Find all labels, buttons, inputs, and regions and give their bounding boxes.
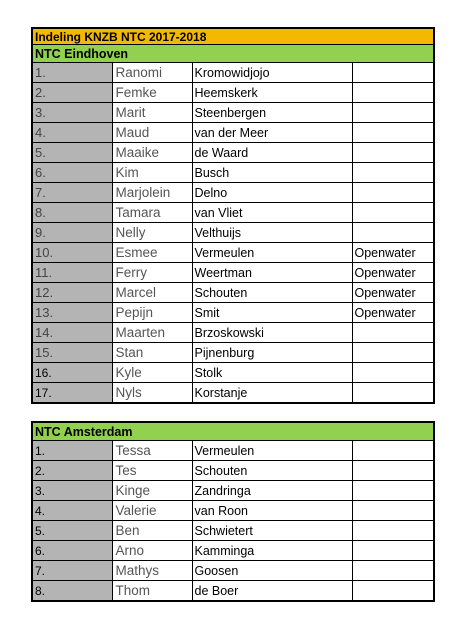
note-cell (352, 103, 434, 123)
last-name: Pijnenburg (192, 343, 352, 363)
last-name: Vermeulen (192, 243, 352, 263)
rank-number: 1. (32, 63, 112, 83)
first-name: Tessa (112, 441, 192, 461)
note-cell (352, 223, 434, 243)
note-cell (352, 63, 434, 83)
last-name: Kamminga (192, 541, 352, 561)
note-cell (352, 203, 434, 223)
ntc-amsterdam-table (31, 421, 435, 602)
rank-number: 14. (32, 323, 112, 343)
rank-number: 6. (32, 163, 112, 183)
note-cell (352, 383, 434, 404)
note-cell: Openwater (352, 243, 434, 263)
rank-number: 2. (32, 83, 112, 103)
rank-number: 7. (32, 561, 112, 581)
rank-number: 2. (32, 461, 112, 481)
rank-number: 8. (32, 581, 112, 602)
last-name: Goosen (192, 561, 352, 581)
first-name: Maud (112, 123, 192, 143)
first-name: Arno (112, 541, 192, 561)
first-name: Tamara (112, 203, 192, 223)
table-row (32, 123, 434, 143)
note-cell (352, 461, 434, 481)
first-name: Thom (112, 581, 192, 602)
table-row (32, 83, 434, 103)
section-header-row (32, 45, 434, 63)
last-name: Weertman (192, 263, 352, 283)
ntc-eindhoven-table (31, 27, 435, 404)
rank-number: 9. (32, 223, 112, 243)
note-cell: Openwater (352, 303, 434, 323)
first-name: Tes (112, 461, 192, 481)
rank-number: 1. (32, 441, 112, 461)
table-row (32, 263, 434, 283)
rank-number: 5. (32, 521, 112, 541)
last-name: Korstanje (192, 383, 352, 404)
table-row (32, 243, 434, 263)
rank-number: 15. (32, 343, 112, 363)
note-cell (352, 441, 434, 461)
table-row (32, 223, 434, 243)
first-name: Femke (112, 83, 192, 103)
table-row (32, 63, 434, 83)
note-cell (352, 183, 434, 203)
first-name: Marit (112, 103, 192, 123)
note-cell (352, 163, 434, 183)
first-name: Kinge (112, 481, 192, 501)
table-row (32, 203, 434, 223)
note-cell (352, 343, 434, 363)
first-name: Esmee (112, 243, 192, 263)
last-name: Schouten (192, 283, 352, 303)
first-name: Nelly (112, 223, 192, 243)
section-header-eindhoven: NTC Eindhoven (32, 45, 434, 63)
last-name: van der Meer (192, 123, 352, 143)
table-row (32, 163, 434, 183)
rank-number: 12. (32, 283, 112, 303)
table-row (32, 343, 434, 363)
last-name: Stolk (192, 363, 352, 383)
table-row (32, 521, 434, 541)
note-cell (352, 323, 434, 343)
table-row (32, 283, 434, 303)
last-name: Kromowidjojo (192, 63, 352, 83)
last-name: van Roon (192, 501, 352, 521)
first-name: Ferry (112, 263, 192, 283)
table-row (32, 561, 434, 581)
rank-number: 3. (32, 103, 112, 123)
last-name: Delno (192, 183, 352, 203)
table-row (32, 481, 434, 501)
note-cell (352, 561, 434, 581)
last-name: Smit (192, 303, 352, 323)
last-name: de Waard (192, 143, 352, 163)
rank-number: 4. (32, 123, 112, 143)
note-cell (352, 143, 434, 163)
note-cell (352, 541, 434, 561)
table-row (32, 183, 434, 203)
table-row (32, 363, 434, 383)
note-cell (352, 581, 434, 602)
first-name: Mathys (112, 561, 192, 581)
rank-number: 10. (32, 243, 112, 263)
rank-number: 17. (32, 383, 112, 404)
last-name: Schwietert (192, 521, 352, 541)
last-name: van Vliet (192, 203, 352, 223)
last-name: Busch (192, 163, 352, 183)
last-name: de Boer (192, 581, 352, 602)
table-row (32, 441, 434, 461)
table-row (32, 461, 434, 481)
table-row (32, 383, 434, 404)
first-name: Maarten (112, 323, 192, 343)
note-cell (352, 501, 434, 521)
table-row (32, 143, 434, 163)
table-row (32, 103, 434, 123)
title-row (32, 28, 434, 45)
first-name: Marjolein (112, 183, 192, 203)
first-name: Kyle (112, 363, 192, 383)
rank-number: 3. (32, 481, 112, 501)
last-name: Schouten (192, 461, 352, 481)
table-row (32, 501, 434, 521)
first-name: Nyls (112, 383, 192, 404)
table-row (32, 323, 434, 343)
table-row (32, 581, 434, 602)
first-name: Kim (112, 163, 192, 183)
note-cell: Openwater (352, 263, 434, 283)
last-name: Zandringa (192, 481, 352, 501)
note-cell (352, 521, 434, 541)
section-header-row (32, 422, 434, 441)
last-name: Velthuijs (192, 223, 352, 243)
rank-number: 8. (32, 203, 112, 223)
note-cell (352, 363, 434, 383)
document-title: Indeling KNZB NTC 2017-2018 (32, 28, 434, 45)
first-name: Pepijn (112, 303, 192, 323)
table-row (32, 541, 434, 561)
note-cell (352, 481, 434, 501)
last-name: Heemskerk (192, 83, 352, 103)
last-name: Brzoskowski (192, 323, 352, 343)
rank-number: 7. (32, 183, 112, 203)
rank-number: 4. (32, 501, 112, 521)
section-header-amsterdam: NTC Amsterdam (32, 422, 434, 441)
table-row (32, 303, 434, 323)
first-name: Stan (112, 343, 192, 363)
first-name: Ben (112, 521, 192, 541)
last-name: Vermeulen (192, 441, 352, 461)
rank-number: 6. (32, 541, 112, 561)
note-cell (352, 123, 434, 143)
rank-number: 16. (32, 363, 112, 383)
rank-number: 13. (32, 303, 112, 323)
last-name: Steenbergen (192, 103, 352, 123)
rank-number: 5. (32, 143, 112, 163)
first-name: Valerie (112, 501, 192, 521)
first-name: Maaike (112, 143, 192, 163)
first-name: Marcel (112, 283, 192, 303)
rank-number: 11. (32, 263, 112, 283)
note-cell: Openwater (352, 283, 434, 303)
note-cell (352, 83, 434, 103)
first-name: Ranomi (112, 63, 192, 83)
